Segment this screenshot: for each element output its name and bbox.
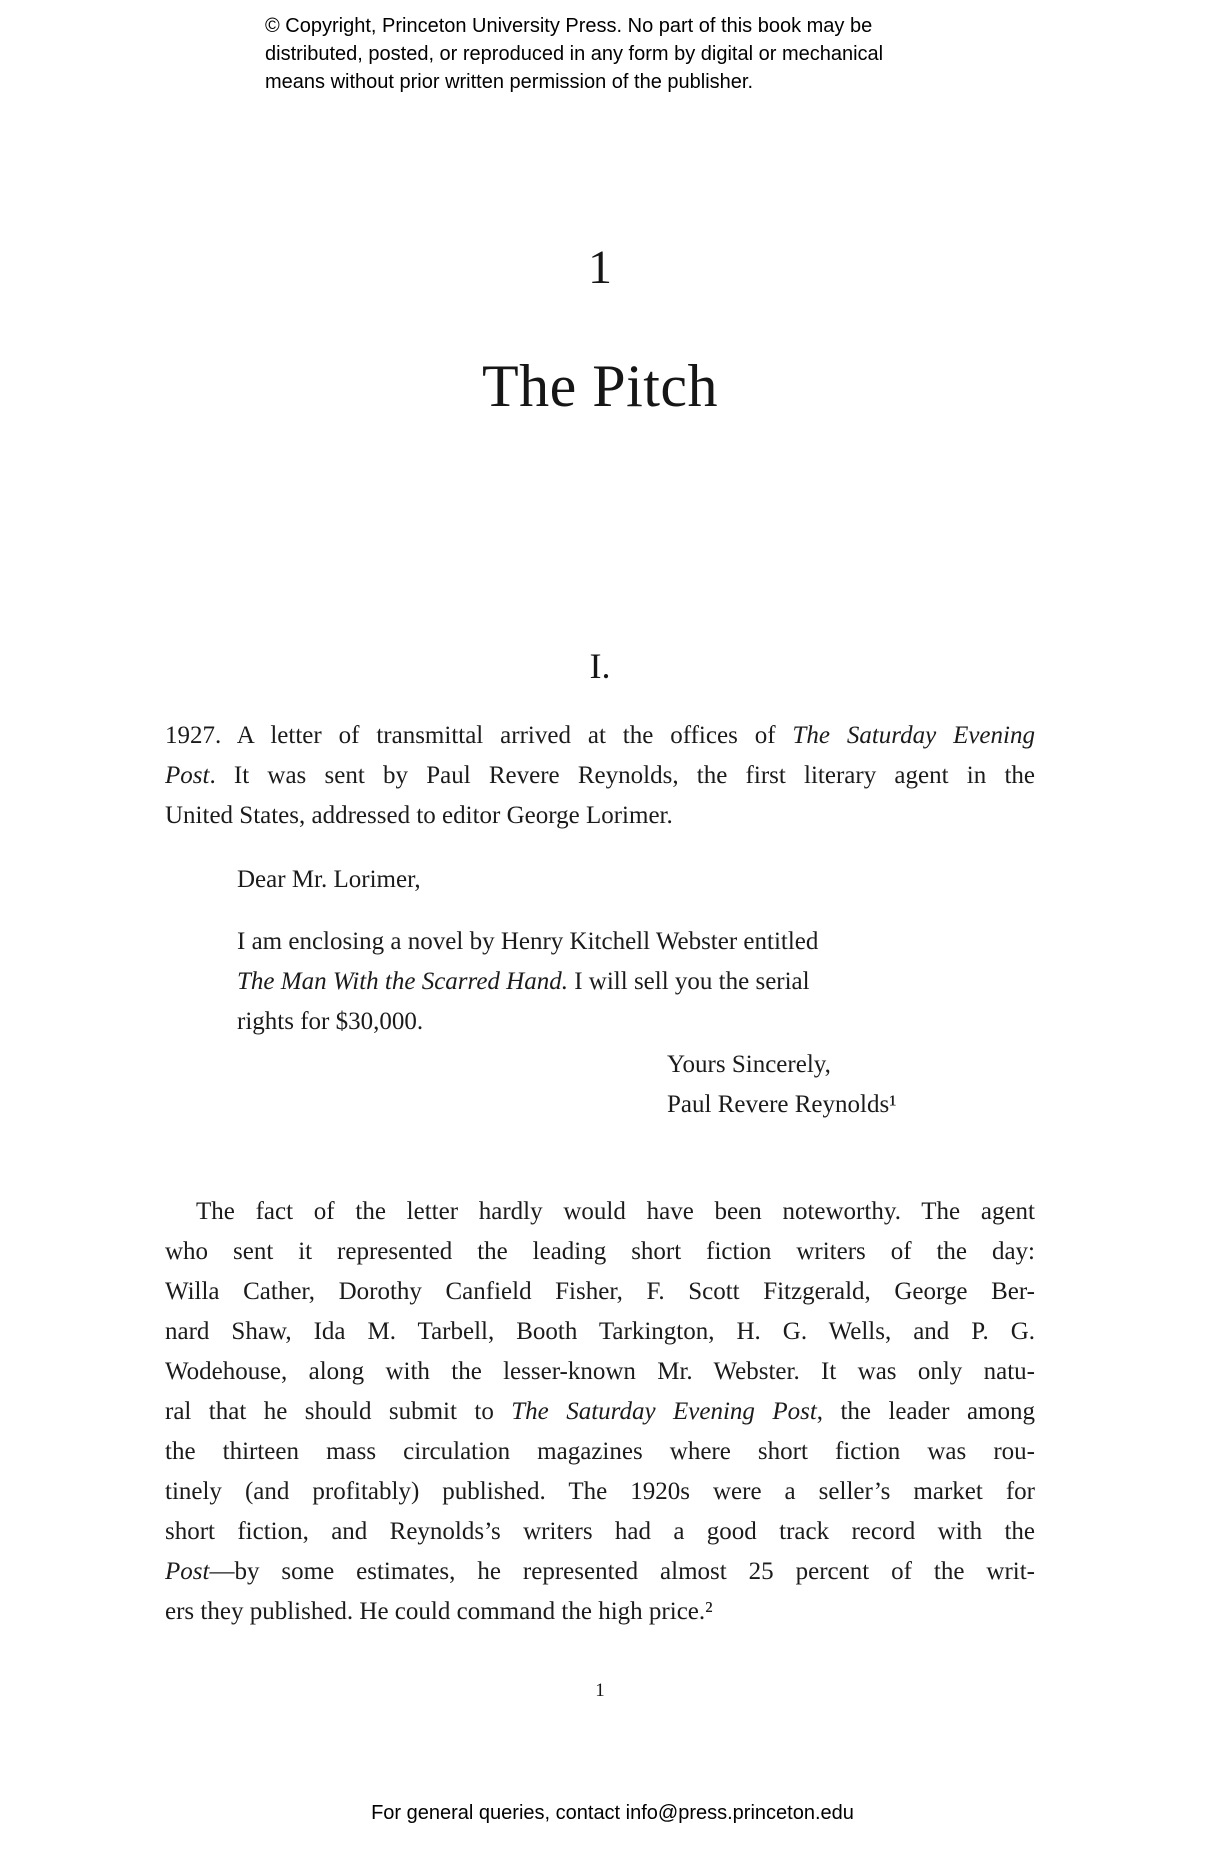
chapter-title: The Pitch bbox=[481, 353, 719, 419]
body-paragraph bbox=[165, 1192, 1035, 1632]
copyright-line: means without prior written permission of the publisher. bbox=[265, 71, 754, 93]
text-line: nard Shaw, Ida M. Tarbell, Booth Tarkington, H. G. Wells, and P. G. bbox=[165, 1318, 1035, 1345]
letter-signature bbox=[667, 1045, 972, 1125]
text-line: rights for $30,000. bbox=[237, 1008, 424, 1035]
text-line: short fiction, and Reynolds’s writers had a good track record with the bbox=[165, 1518, 1035, 1545]
text-line: Wodehouse, along with the lesser-known Mr. Webster. It was only natu- bbox=[165, 1358, 1035, 1385]
text-line: who sent it represented the leading short fiction writers of the day: bbox=[165, 1238, 1035, 1265]
copyright-line: © Copyright, Princeton University Press. No part of this book may be bbox=[265, 15, 873, 37]
text-line: Willa Cather, Dorothy Canfield Fisher, F. Scott Fitzgerald, George Ber- bbox=[165, 1278, 1035, 1305]
footer-contact-line: For general queries, contact info@press.princeton.edu bbox=[371, 1802, 854, 1824]
page-number: 1 bbox=[595, 1680, 605, 1701]
text-line: United States, addressed to editor George Lorimer. bbox=[165, 802, 673, 829]
text-line: I am enclosing a novel by Henry Kitchell Webster entitled bbox=[237, 928, 819, 955]
text-line: the thirteen mass circulation magazines where short fiction was rou- bbox=[165, 1438, 1035, 1465]
text-line: tinely (and profitably) published. The 1920s were a seller’s market for bbox=[165, 1478, 1035, 1505]
letter-signoff: Yours Sincerely, bbox=[667, 1051, 831, 1078]
letter-signer: Paul Revere Reynolds¹ bbox=[667, 1091, 897, 1118]
text-line: The fact of the letter hardly would have been noteworthy. The agent bbox=[196, 1198, 1035, 1225]
text-line: ers they published. He could command the high price.² bbox=[165, 1598, 713, 1625]
text-line: 1927. A letter of transmittal arrived at the offices of The Saturday Evening bbox=[165, 722, 1035, 749]
letter-body bbox=[237, 922, 972, 1042]
section-marker: I. bbox=[589, 646, 611, 686]
page-content bbox=[165, 0, 1035, 1850]
text-line: ral that he should submit to The Saturday Evening Post, the leader among bbox=[165, 1398, 1035, 1425]
text-line: Post—by some estimates, he represented almost 25 percent of the writ- bbox=[165, 1558, 1035, 1585]
text-line: The Man With the Scarred Hand. I will sell you the serial bbox=[237, 968, 810, 995]
opening-paragraph bbox=[165, 716, 1035, 836]
text-line: Post. It was sent by Paul Revere Reynolds, the first literary agent in the bbox=[165, 762, 1035, 789]
letter-salutation: Dear Mr. Lorimer, bbox=[237, 866, 421, 893]
letter-block bbox=[237, 860, 972, 1125]
copyright-line: distributed, posted, or reproduced in any form by digital or mechanical bbox=[265, 43, 884, 65]
chapter-number: 1 bbox=[588, 241, 612, 294]
